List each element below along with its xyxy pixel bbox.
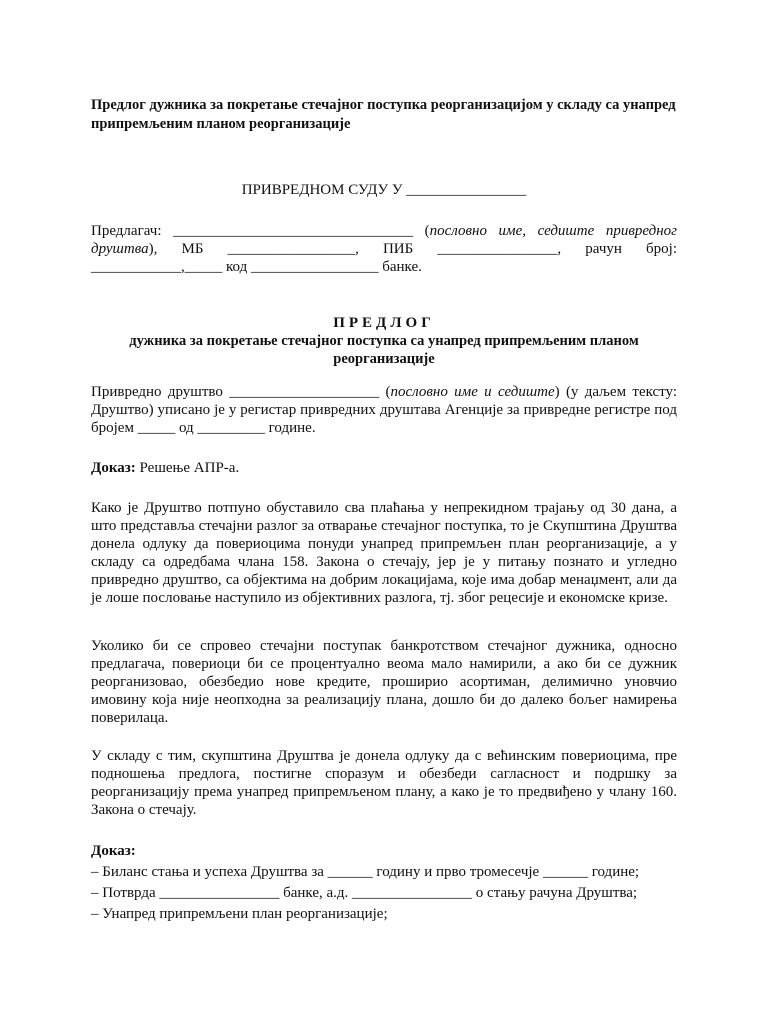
proof-item: – Унапред припремљени план реорганизације; [91, 906, 388, 922]
proof-first-label: Доказ: [91, 460, 136, 476]
intro-paragraph [91, 383, 677, 437]
proof-first-text: Решење АПР-а. [135, 460, 240, 476]
proof-list-label: Доказ: [91, 843, 136, 859]
body-paragraph-3: У складу с тим, скупштина Друштва је донела одлуку да с већинским повериоцима, пре подношења предлога, постигне споразум и обезбеди сагласност и подршку за реорганизацију према унапред припремљеном плану, а како је то предвиђено у члану 160. Закона о стечају. [91, 748, 677, 818]
proposer-block [91, 222, 677, 276]
proposer-rest: ), МБ _________________, ПИБ ________________, рачун број: ____________,_____ код _________________ банке. [91, 241, 677, 275]
intro-rest: ) (у даљем тексту: Друштво) уписано је у регистар привредних друштава Агенције за привредне регистре под бројем _____ од _________ године. [91, 384, 678, 436]
court-addressee: ПРИВРЕДНОМ СУДУ У ________________ [241, 182, 527, 198]
proposer-lead-italic: пословно име, седиште привредног друштва [91, 223, 678, 257]
proof-list [91, 841, 677, 925]
proof-item: – Биланс стања и успеха Друштва за ______ годину и прво тромесечје ______ године; [91, 864, 640, 880]
intro-lead: Привредно друштво ____________________ ( [91, 384, 391, 400]
body-paragraph-1: Како је Друштво потпуно обуставило сва плаћања у непрекидном трајању од 30 дана, а што представља стечајни разлог за отварање стечајног поступка, то је Скупштина Друштва донела одлуку да повериоцима понуди унапред припремљен план реорганизације, а у складу са одредбама члана 158. Закона о стечају, јер је у питању познато и угледно привредно друштво, са објектима на добрим локацијама, које има добар менаџмент, али да је лоше пословање наступило из објективних разлога, тј. због рецесије и економске кризе. [91, 500, 677, 606]
intro-lead-italic: пословно име и седиште [390, 384, 555, 400]
document-title: Предлог дужника за покретање стечајног поступка реорганизацијом у складу са унапред припремљеним планом реорганизације [91, 97, 676, 132]
proposal-heading: ПРЕДЛОГ [333, 315, 435, 331]
proposer-lead: Предлагач: ________________________________ ( [91, 223, 430, 239]
proof-first [91, 459, 677, 477]
body-paragraph-2: Уколико би се спровео стечајни поступак банкротством стечајног дужника, односно предлагача, повериоци би се процентуално веома мало намирили, а ако би се дужник реорганизовао, обезбедио нове кредите, проширио асортиман, делимично уновчио имовину која није неопходна за реализацију плана, дошло би до далеко бољег намирења поверилаца. [91, 638, 677, 726]
proposal-subheading: дужника за покретање стечајног поступка са унапред припремљеним планом реорганизације [129, 333, 639, 367]
proof-item: – Потврда ________________ банке, а.д. ________________ о стању рачуна Друштва; [91, 885, 638, 901]
